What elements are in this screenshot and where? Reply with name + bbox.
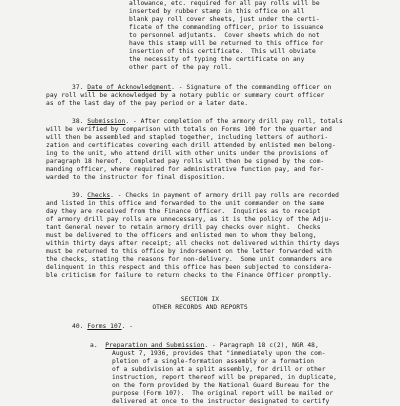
text-line: of a subdivision at a split assembly, for drill or other — [112, 366, 326, 373]
text-line: pay roll will be acknowledged by a notary public or summary court officer — [46, 92, 325, 99]
text-line: ficate of the commanding officer, prior to issuance — [129, 24, 324, 31]
text-line: zation and certificates covering each drill attended by enlisted men belong- — [46, 142, 336, 149]
text-line: and listed in this office and forwarded to the unit commander on the same — [46, 200, 325, 207]
paragraph-text: . - After completion of the armory drill pay roll, totals — [125, 118, 343, 125]
text-line: to personnel adjutants. Cover sheets which do not — [129, 32, 320, 39]
paragraph-text: . - Signature of the commanding officer on — [171, 84, 332, 91]
paragraph-heading: Submission — [87, 118, 126, 125]
text-line: will then be assembled and stapled together, including letters of authori- — [46, 134, 329, 141]
text-line: other part of the pay roll. — [129, 64, 232, 71]
paragraph-number: 40. — [72, 323, 84, 330]
paragraph-heading: Date of Acknowledgment — [87, 84, 172, 91]
section-title: SECTION IX — [180, 296, 220, 303]
text-line: delivered at once to the instructor designated to certify — [112, 398, 330, 405]
text-line: must be delivered to the officers and enlisted men to whom they belong, — [46, 232, 317, 239]
text-line: ing to the unit, who attend drill with other units under the provisions of — [46, 150, 329, 157]
text-line: tant General never to retain armory drill pay checks over night. Checks — [46, 224, 321, 231]
text-line: warded to the instructor for final disposition. — [46, 174, 226, 181]
text-line: of armory drill pay rolls are unnecessary, as it is the policy of the Adju- — [46, 216, 332, 223]
paragraph-text: . - Paragraph 18 c(2), NGR 48, — [204, 342, 319, 349]
text-line: day they are received from the Finance Officer. Inquiries as to receipt — [46, 208, 321, 215]
subparagraph-letter: a. — [90, 342, 98, 349]
text-line: ble criticism for failure to return checks to the Finance Officer promptly. — [46, 272, 332, 279]
paragraph-number: 38. — [72, 118, 84, 125]
text-line: delinquent in this respect and this office has been subjected to considera- — [46, 264, 332, 271]
text-line: must be returned to this office by indorsement on the letter forwarded with — [46, 248, 332, 255]
text-line: within thirty days after receipt; all checks not delivered within thirty days — [46, 240, 340, 247]
text-line: allowance, etc. required for all pay rolls will be — [129, 0, 320, 7]
paragraph-text: . - Checks in payment of armory drill pay rolls are recorded — [110, 192, 339, 199]
paragraph-heading: Forms 107 — [87, 323, 122, 330]
text-line: the necessity of typing the certificate on any — [129, 56, 305, 63]
text-line: the checks, stating the reasons for non-delivery. Some unit commanders are — [46, 256, 332, 263]
text-line: inserted by rubber stamp in this office on all — [129, 8, 305, 15]
text-line: as of the last day of the pay period or a later date. — [46, 100, 249, 107]
text-line: paragraph 18 hereof. Completed pay rolls will then be signed by the com- — [46, 158, 325, 165]
paragraph-first-line — [72, 323, 133, 331]
paragraph-heading: Preparation and Submission — [105, 342, 205, 349]
text-line: insertion of this certificate. This will obviate — [129, 48, 316, 55]
paragraph-text: . - — [121, 323, 134, 330]
text-line: manding officer, where required for administrative function pay, and for- — [46, 166, 325, 173]
text-line: purpose (Form 107). The original report will be mailed or — [112, 390, 334, 397]
text-line: instruction, report thereof will be prepared, in duplicate, — [112, 374, 337, 381]
paragraph-number: 37. — [72, 84, 84, 91]
text-line: have this stamp will be returned to this office for — [129, 40, 324, 47]
paragraph-heading: Checks — [87, 192, 111, 199]
text-line: pletion of a single-formation assembly or a formation — [112, 358, 315, 365]
text-line: August 7, 1936, provides that "immediately upon the com- — [112, 350, 326, 357]
text-line: will be verified by comparison with totals on Forms 100 for the quarter and — [46, 126, 332, 133]
text-line: on the form provided by the National Guard Bureau for the — [112, 382, 330, 389]
paragraph-number: 39. — [72, 192, 84, 199]
section-subtitle: OTHER RECORDS AND REPORTS — [152, 304, 248, 311]
text-line: blank pay roll cover sheets, just under the certi- — [129, 16, 320, 23]
